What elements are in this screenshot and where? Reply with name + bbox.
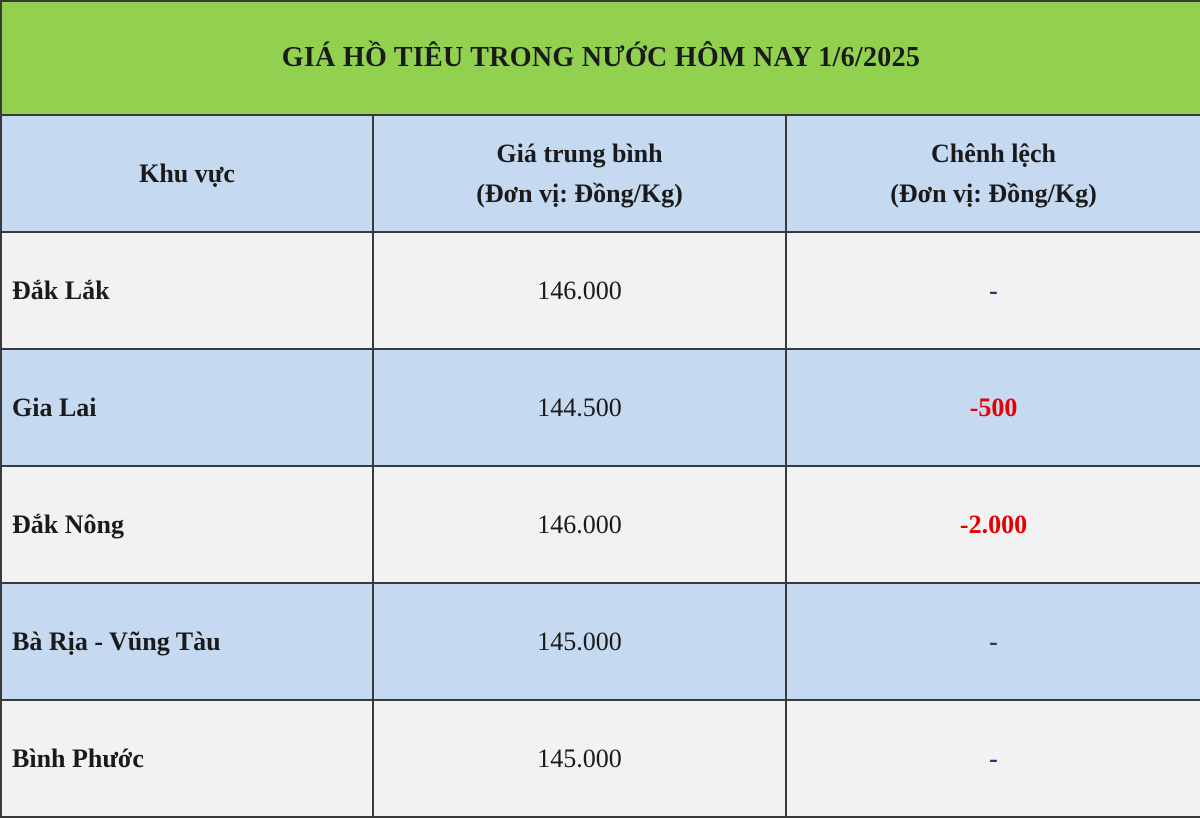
- title-row: [1, 1, 1200, 115]
- diff-cell: -: [786, 700, 1200, 817]
- region-cell: Đắk Lắk: [1, 232, 373, 349]
- table-title: GIÁ HỒ TIÊU TRONG NƯỚC HÔM NAY 1/6/2025: [1, 1, 1200, 115]
- diff-cell: -2.000: [786, 466, 1200, 583]
- column-header-diff-line1: Chênh lệch: [931, 138, 1056, 168]
- price-cell: 144.500: [373, 349, 786, 466]
- column-header-price: [373, 115, 786, 232]
- price-cell: 145.000: [373, 700, 786, 817]
- column-header-region: Khu vực: [1, 115, 373, 232]
- table-row: [1, 583, 1200, 700]
- region-cell: Gia Lai: [1, 349, 373, 466]
- table-row: [1, 349, 1200, 466]
- price-cell: 146.000: [373, 466, 786, 583]
- table-row: [1, 466, 1200, 583]
- region-cell: Bình Phước: [1, 700, 373, 817]
- table-row: [1, 232, 1200, 349]
- region-cell: Bà Rịa - Vũng Tàu: [1, 583, 373, 700]
- diff-cell: -: [786, 583, 1200, 700]
- price-cell: 145.000: [373, 583, 786, 700]
- column-header-price-line1: Giá trung bình: [496, 138, 663, 168]
- column-header-diff: [786, 115, 1200, 232]
- header-row: [1, 115, 1200, 232]
- diff-cell: -500: [786, 349, 1200, 466]
- column-header-price-line2: (Đơn vị: Đồng/Kg): [476, 178, 683, 208]
- price-cell: 146.000: [373, 232, 786, 349]
- column-header-diff-line2: (Đơn vị: Đồng/Kg): [890, 178, 1097, 208]
- table-row: [1, 700, 1200, 817]
- region-cell: Đắk Nông: [1, 466, 373, 583]
- diff-cell: -: [786, 232, 1200, 349]
